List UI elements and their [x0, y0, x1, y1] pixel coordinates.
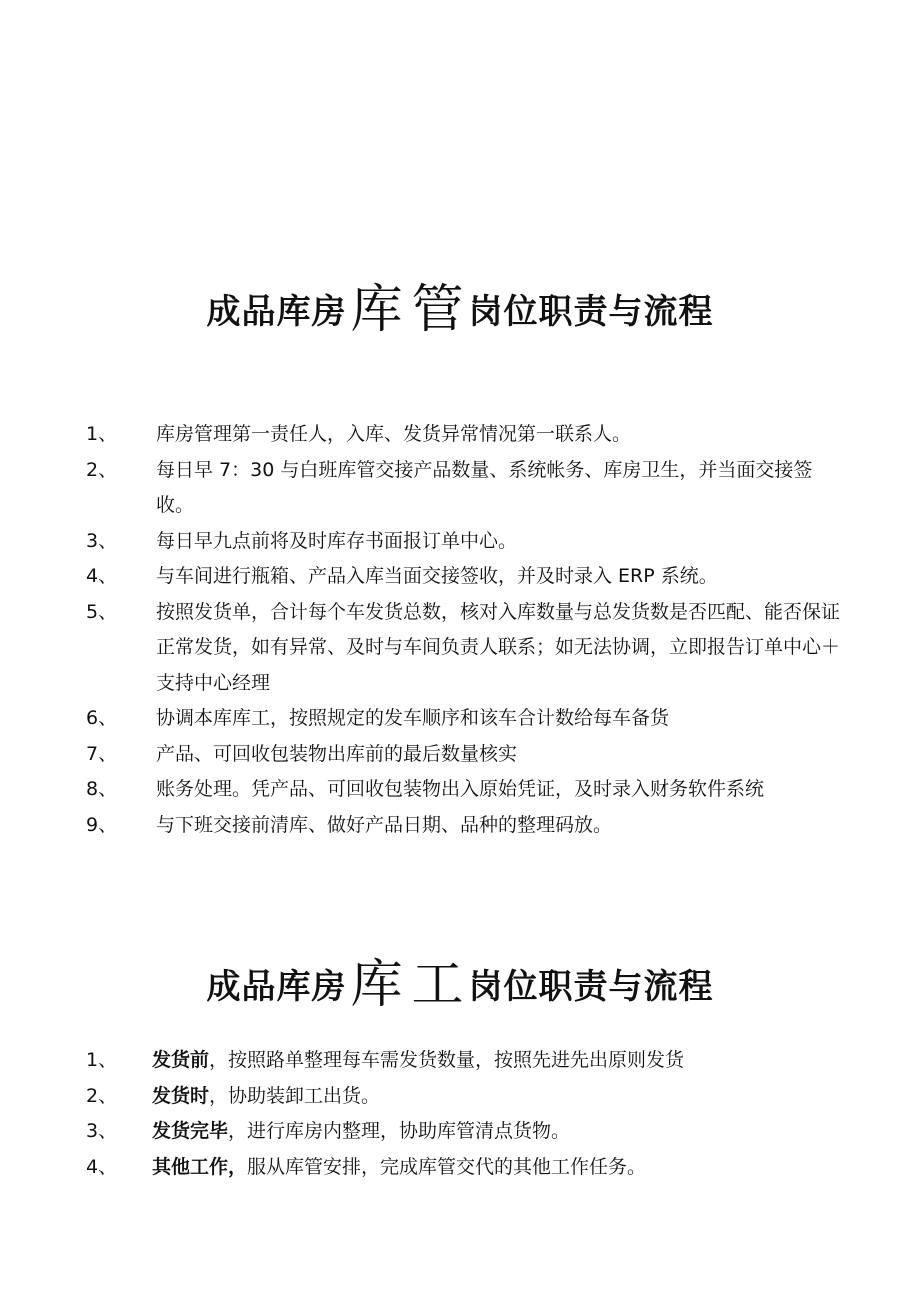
list-item	[86, 1043, 846, 1079]
item-number: 5、	[86, 600, 118, 623]
item-body: ，按照路单整理每车需发货数量，按照先进先出原则发货	[209, 1049, 685, 1071]
item-number: 3、	[86, 529, 118, 552]
item-body: ，进行库房内整理，协助库管清点货物。	[228, 1120, 571, 1142]
item-text	[152, 1150, 846, 1186]
item-number: 9、	[86, 813, 118, 836]
item-lead: 发货完毕	[152, 1120, 229, 1142]
item-body: 服从库管安排，完成库管交代的其他工作任务。	[247, 1155, 647, 1178]
item-number: 8、	[86, 778, 118, 800]
item-number: 2、	[86, 1084, 118, 1107]
title-prefix: 成品库房	[206, 967, 347, 1007]
item-text: 协调本库库工，按照规定的发车顺序和该车合计数给每车备货	[156, 707, 670, 729]
item-lead: 发货前	[152, 1049, 210, 1071]
list-item	[86, 417, 846, 453]
item-number: 7、	[86, 742, 118, 765]
list-item	[86, 772, 846, 808]
item-lead: 发货时	[152, 1084, 210, 1107]
item-body: ，协助装卸工出货。	[209, 1084, 381, 1107]
title-prefix: 成品库房	[206, 292, 347, 332]
title-big-char-1: 库	[350, 955, 404, 1015]
list-item	[86, 595, 846, 702]
list-item	[86, 453, 846, 524]
item-text: 每日早 7：30 与白班库管交接产品数量、系统帐务、库房卫生，并当面交接签收。	[156, 458, 813, 516]
item-text	[152, 1114, 846, 1150]
item-number: 6、	[86, 707, 118, 729]
list-item	[86, 524, 846, 560]
item-number: 2、	[86, 458, 118, 481]
title-big-char-1: 库	[350, 280, 404, 340]
item-text: 与下班交接前清库、做好产品日期、品种的整理码放。	[156, 813, 613, 836]
title-suffix: 岗位职责与流程	[468, 967, 714, 1007]
section-title-manager	[0, 280, 920, 342]
item-text	[152, 1079, 846, 1115]
item-text: 与车间进行瓶箱、产品入库当面交接签收，并及时录入 ERP 系统。	[156, 565, 718, 587]
title-big-char-2: 工	[411, 955, 465, 1015]
list-item	[86, 1079, 846, 1115]
item-text	[152, 1043, 846, 1079]
item-lead: 其他工作，	[152, 1155, 248, 1178]
list-item	[86, 1114, 846, 1150]
item-text: 产品、可回收包装物出库前的最后数量核实	[156, 742, 518, 765]
title-big-char-2: 管	[411, 280, 465, 340]
item-number: 1、	[86, 423, 118, 445]
item-number: 3、	[86, 1120, 118, 1142]
item-text: 按照发货单，合计每个车发货总数，核对入库数量与总发货数是否匹配、能否保证正常发货，如有异常、及时与车间负责人联系；如无法协调，立即报告订单中心＋支持中心经理	[156, 600, 841, 694]
item-number: 4、	[86, 565, 118, 587]
list-item	[86, 808, 846, 844]
list-item	[86, 737, 846, 773]
list-item	[86, 559, 846, 595]
item-text: 每日早九点前将及时库存书面报订单中心。	[156, 529, 518, 552]
item-text: 库房管理第一责任人，入库、发货异常情况第一联系人。	[156, 423, 632, 445]
title-suffix: 岗位职责与流程	[468, 292, 714, 332]
item-number: 1、	[86, 1049, 118, 1071]
worker-duties-list	[86, 1043, 846, 1185]
manager-duties-list	[86, 417, 846, 843]
list-item	[86, 701, 846, 737]
item-text: 账务处理。凭产品、可回收包装物出入原始凭证，及时录入财务软件系统	[156, 778, 765, 800]
item-number: 4、	[86, 1155, 118, 1178]
section-title-worker	[0, 955, 920, 1017]
list-item	[86, 1150, 846, 1186]
